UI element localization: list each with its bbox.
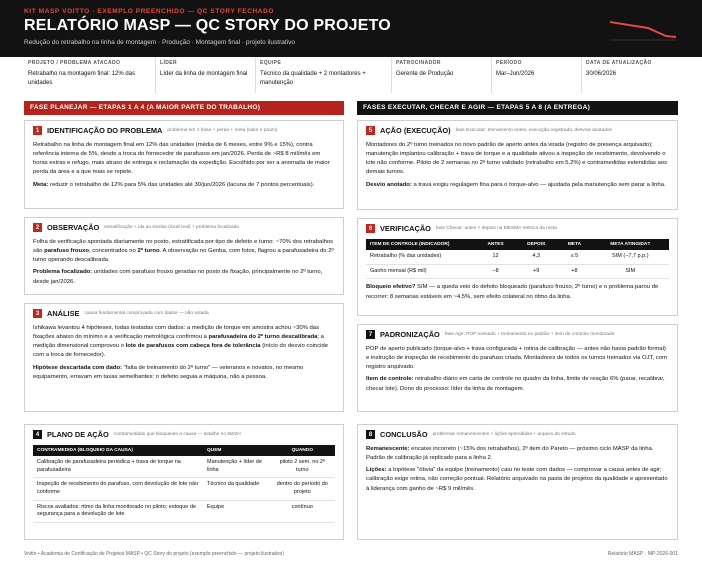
control-item-text: Item de controle: retrabalho diário em carta de controle no quadro da linha, limite de reação 6% (parar, recalibrar, checar lote). Dono do processo: líder da linha de montagem. xyxy=(366,376,665,392)
observation-text: Folha de verificação apontada diariamente no posto, estratificada por tipo de defeito e turno: ~70% dos retrabalhos são parafuso frouxo, concentrados no 2º turno. A observação no Genba, com fotos, flagrou a parafusadeira do 2º turno operando descalibrada. xyxy=(33,239,334,264)
step-3-card xyxy=(24,303,344,412)
step-number: 4 xyxy=(33,430,42,439)
col-header: META ATINGIDA? xyxy=(592,239,669,250)
action-plan-table xyxy=(33,445,335,523)
step-subtitle: fase Executar: treinamento antes, execução registrada, desvios anotados xyxy=(455,128,612,133)
step-number: 3 xyxy=(33,309,42,318)
table-row: Inspeção de recebimento do parafuso, com devolução de lote não conforme Técnico da qualidade dentro do período do projeto xyxy=(33,478,335,500)
col-header: DEPOIS xyxy=(515,239,557,250)
step-title: OBSERVAÇÃO xyxy=(47,223,100,232)
lessons-text: Lições: a hipótese "óbvia" da equipe (treinamento) caiu no teste com dados — comprovar a causa antes de agir; calibração exige rotina, não correção pontual. Relatório arquivado na pasta de projetos da qualidade e apresentado à liderança com ganho de ~R$ 9 mil/mês. xyxy=(366,467,668,492)
step-subtitle: estratificação + ida ao Genba (local real) + problema focalizado xyxy=(104,225,239,230)
step-subtitle: problemas remanescentes + lições aprendidas + arquivo do estudo xyxy=(432,432,576,437)
step-title: ANÁLISE xyxy=(47,309,80,318)
step-title: VERIFICAÇÃO xyxy=(380,224,431,233)
step-subtitle: fase Agir: POP revisado + treinamento no padrão + item de controle monitorado xyxy=(444,332,615,337)
step-subtitle: contramedidas que bloqueiam a causa — detalhe no 5W2H xyxy=(113,432,241,437)
step-subtitle: causa fundamental comprovada com dados — não votada xyxy=(84,311,209,316)
step-number: 7 xyxy=(366,330,375,339)
col-header: CONTRAMEDIDA (BLOQUEIO DA CAUSA) xyxy=(33,445,203,456)
blocking-text: Bloqueio efetivo? SIM — a queda veio do defeito bloqueado (parafuso frouxo, 2º turno) e o problema parou de recorrer: 8 semanas estáveis em ~4,5%, sem efeito colateral no ritmo da linha. xyxy=(366,284,659,300)
execution-text: Montadores do 2º turno treinados no novo padrão de aperto antes da virada (registro de presença arquivado); manutenção implantou calibração + trava de torque e a qualidade ativou a inspeção de recebimento, devolvendo o lote não conforme. Piloto de 2 semanas no 2º turno validado (retrabalho em 5,2%) e contramedidas estendidas aos demais turnos. xyxy=(366,142,668,176)
phase-execute-band: FASES EXECUTAR, CHECAR E AGIR — ETAPAS 5 A 8 (A ENTREGA) xyxy=(357,101,678,115)
step-number: 1 xyxy=(33,126,42,135)
col-header: ANTES xyxy=(476,239,515,250)
trend-down-icon xyxy=(608,14,678,42)
step-8-card xyxy=(357,424,678,540)
table-row: Retrabalho (% das unidades) 12 4,3 ≤ 5 SIM (−7,7 p.p.) xyxy=(366,250,669,264)
step-number: 8 xyxy=(366,430,375,439)
focused-problem-text: Problema focalizado: unidades com parafuso frouxo geradas no posto de fixação, principalmente no 2º turno, desde jan/2026. xyxy=(33,269,323,285)
report-header xyxy=(0,0,702,57)
step-title: CONCLUSÃO xyxy=(380,430,428,439)
goal-text: Meta: reduzir o retrabalho de 12% para 5% das unidades até 30/jun/2026 (lacuna de 7 pontos percentuais). xyxy=(33,181,315,188)
step-title: PADRONIZAÇÃO xyxy=(380,330,440,339)
meta-period: PERÍODO Mar–Jun/2026 xyxy=(492,58,582,93)
col-header: QUANDO xyxy=(270,445,335,456)
standardization-text: POP de aperto publicado (torque-alvo + trava configurada + rotina de calibração — antes não havia padrão formal) e instrução de inspeção de recebimento do parafuso criada. Montadores de todos os turnos treinados via OJT, com registro arquivado. xyxy=(366,346,667,371)
meta-leader: LÍDER Líder da linha de montagem final xyxy=(156,58,256,93)
verification-table xyxy=(366,239,669,279)
footer-left: Voitto • Academia de Certificação de Projetos MASP • QC Story do projeto (exemplo preenchido — projeto ilustrativo) xyxy=(24,551,284,557)
analysis-text: Ishikawa levantou 4 hipóteses, todas testadas com dados: a medição de torque em amostra achou ~30% das fixações abaixo do mínimo e a verificação metrológica confirmou a parafusadeira do 2º turno descalibrada; a medição dimensional comprovou o lote de parafusos com cabeça fora de tolerância (início do desvio coincide com a troca de fornecedor). xyxy=(33,325,329,359)
step-number: 2 xyxy=(33,223,42,232)
discarded-hypothesis-text: Hipótese descartada com dado: "falta de treinamento do 2º turno" — veteranos e novatos, no mesmo equipamento, erravam em taxas semelhantes: o defeito seguia a máquina, não a pessoa. xyxy=(33,364,304,380)
phase-plan-band: FASE PLANEJAR — ETAPAS 1 A 4 (A MAIOR PARTE DO TRABALHO) xyxy=(24,101,344,115)
step-4-card xyxy=(24,424,344,540)
remaining-text: Remanescente: encaixe incorreto (~15% dos retrabalhos), 2º item do Pareto — próximo ciclo MASP da linha. Padrão de calibração já replicado para a linha 2. xyxy=(366,446,654,462)
step-title: IDENTIFICAÇÃO DO PROBLEMA xyxy=(47,126,163,135)
step-2-card xyxy=(24,217,344,295)
col-header: ITEM DE CONTROLE (INDICADOR) xyxy=(366,239,476,250)
step-subtitle: fase Checar: antes × depois na MESMA métrica da meta xyxy=(435,226,557,231)
step-5-card xyxy=(357,120,678,210)
table-row: Ganho mensal (R$ mil) −8 +9 +8 SIM xyxy=(366,264,669,279)
step-number: 5 xyxy=(366,126,375,135)
deviation-text: Desvio anotado: a trava exigiu regulagem fina para o torque-alvo — ajustada pela manutenção sem parar a linha. xyxy=(366,181,666,188)
meta-updated: DATA DE ATUALIZAÇÃO 30/06/2026 xyxy=(586,60,652,77)
project-meta xyxy=(24,58,678,93)
col-header: META xyxy=(557,239,591,250)
report-subtitle: Redução do retrabalho na linha de montagem · Produção · Montagem final · projeto ilustrativo xyxy=(24,39,295,46)
step-number: 6 xyxy=(366,224,375,233)
table-row: Riscos avaliados: ritmo da linha monitorado no piloto; estoque de segurança para a devolução de lote Equipe contínuo xyxy=(33,500,335,522)
step-title: AÇÃO (EXECUÇÃO) xyxy=(380,126,451,135)
table-row: Calibração de parafusadeira periódica + trava de torque na parafusadeira Manutenção + líder de linha piloto 2 sem. no 2º turno xyxy=(33,456,335,478)
meta-team: EQUIPE Técnico da qualidade + 2 montadores + manutenção xyxy=(256,58,392,93)
step-7-card xyxy=(357,324,678,412)
meta-sponsor: PATROCINADOR Gerente de Produção xyxy=(392,58,492,93)
footer-right: Relatório MASP · MP-2026-001 xyxy=(607,551,678,557)
step-6-card xyxy=(357,218,678,316)
kicker: KIT MASP VOITTO · EXEMPLO PREENCHIDO — QC STORY FECHADO xyxy=(24,8,275,15)
step-1-card xyxy=(24,120,344,209)
step-title: PLANO DE AÇÃO xyxy=(47,430,109,439)
meta-project: PROJETO / PROBLEMA ATACADO Retrabalho na montagem final: 12% das unidades xyxy=(24,58,156,93)
step-subtitle: problema em 1 frase + perda + meta (valor e prazo) xyxy=(167,128,278,133)
problem-text: Retrabalho na linha de montagem final em 12% das unidades (média de 6 meses, entre 9% e 15%), contra referência interna de 5%, desde a troca do fornecedor de parafusos em jan/2026. Perda de ~R$ 8 mil/mês em horas extras e refugo, mais atraso de entrega e reclamação da expedição. Escolhido por ser a anomalia de maior perda da área e a que mais se repete. xyxy=(33,142,330,176)
report-title: RELATÓRIO MASP — QC STORY DO PROJETO xyxy=(24,17,391,34)
col-header: QUEM xyxy=(203,445,270,456)
